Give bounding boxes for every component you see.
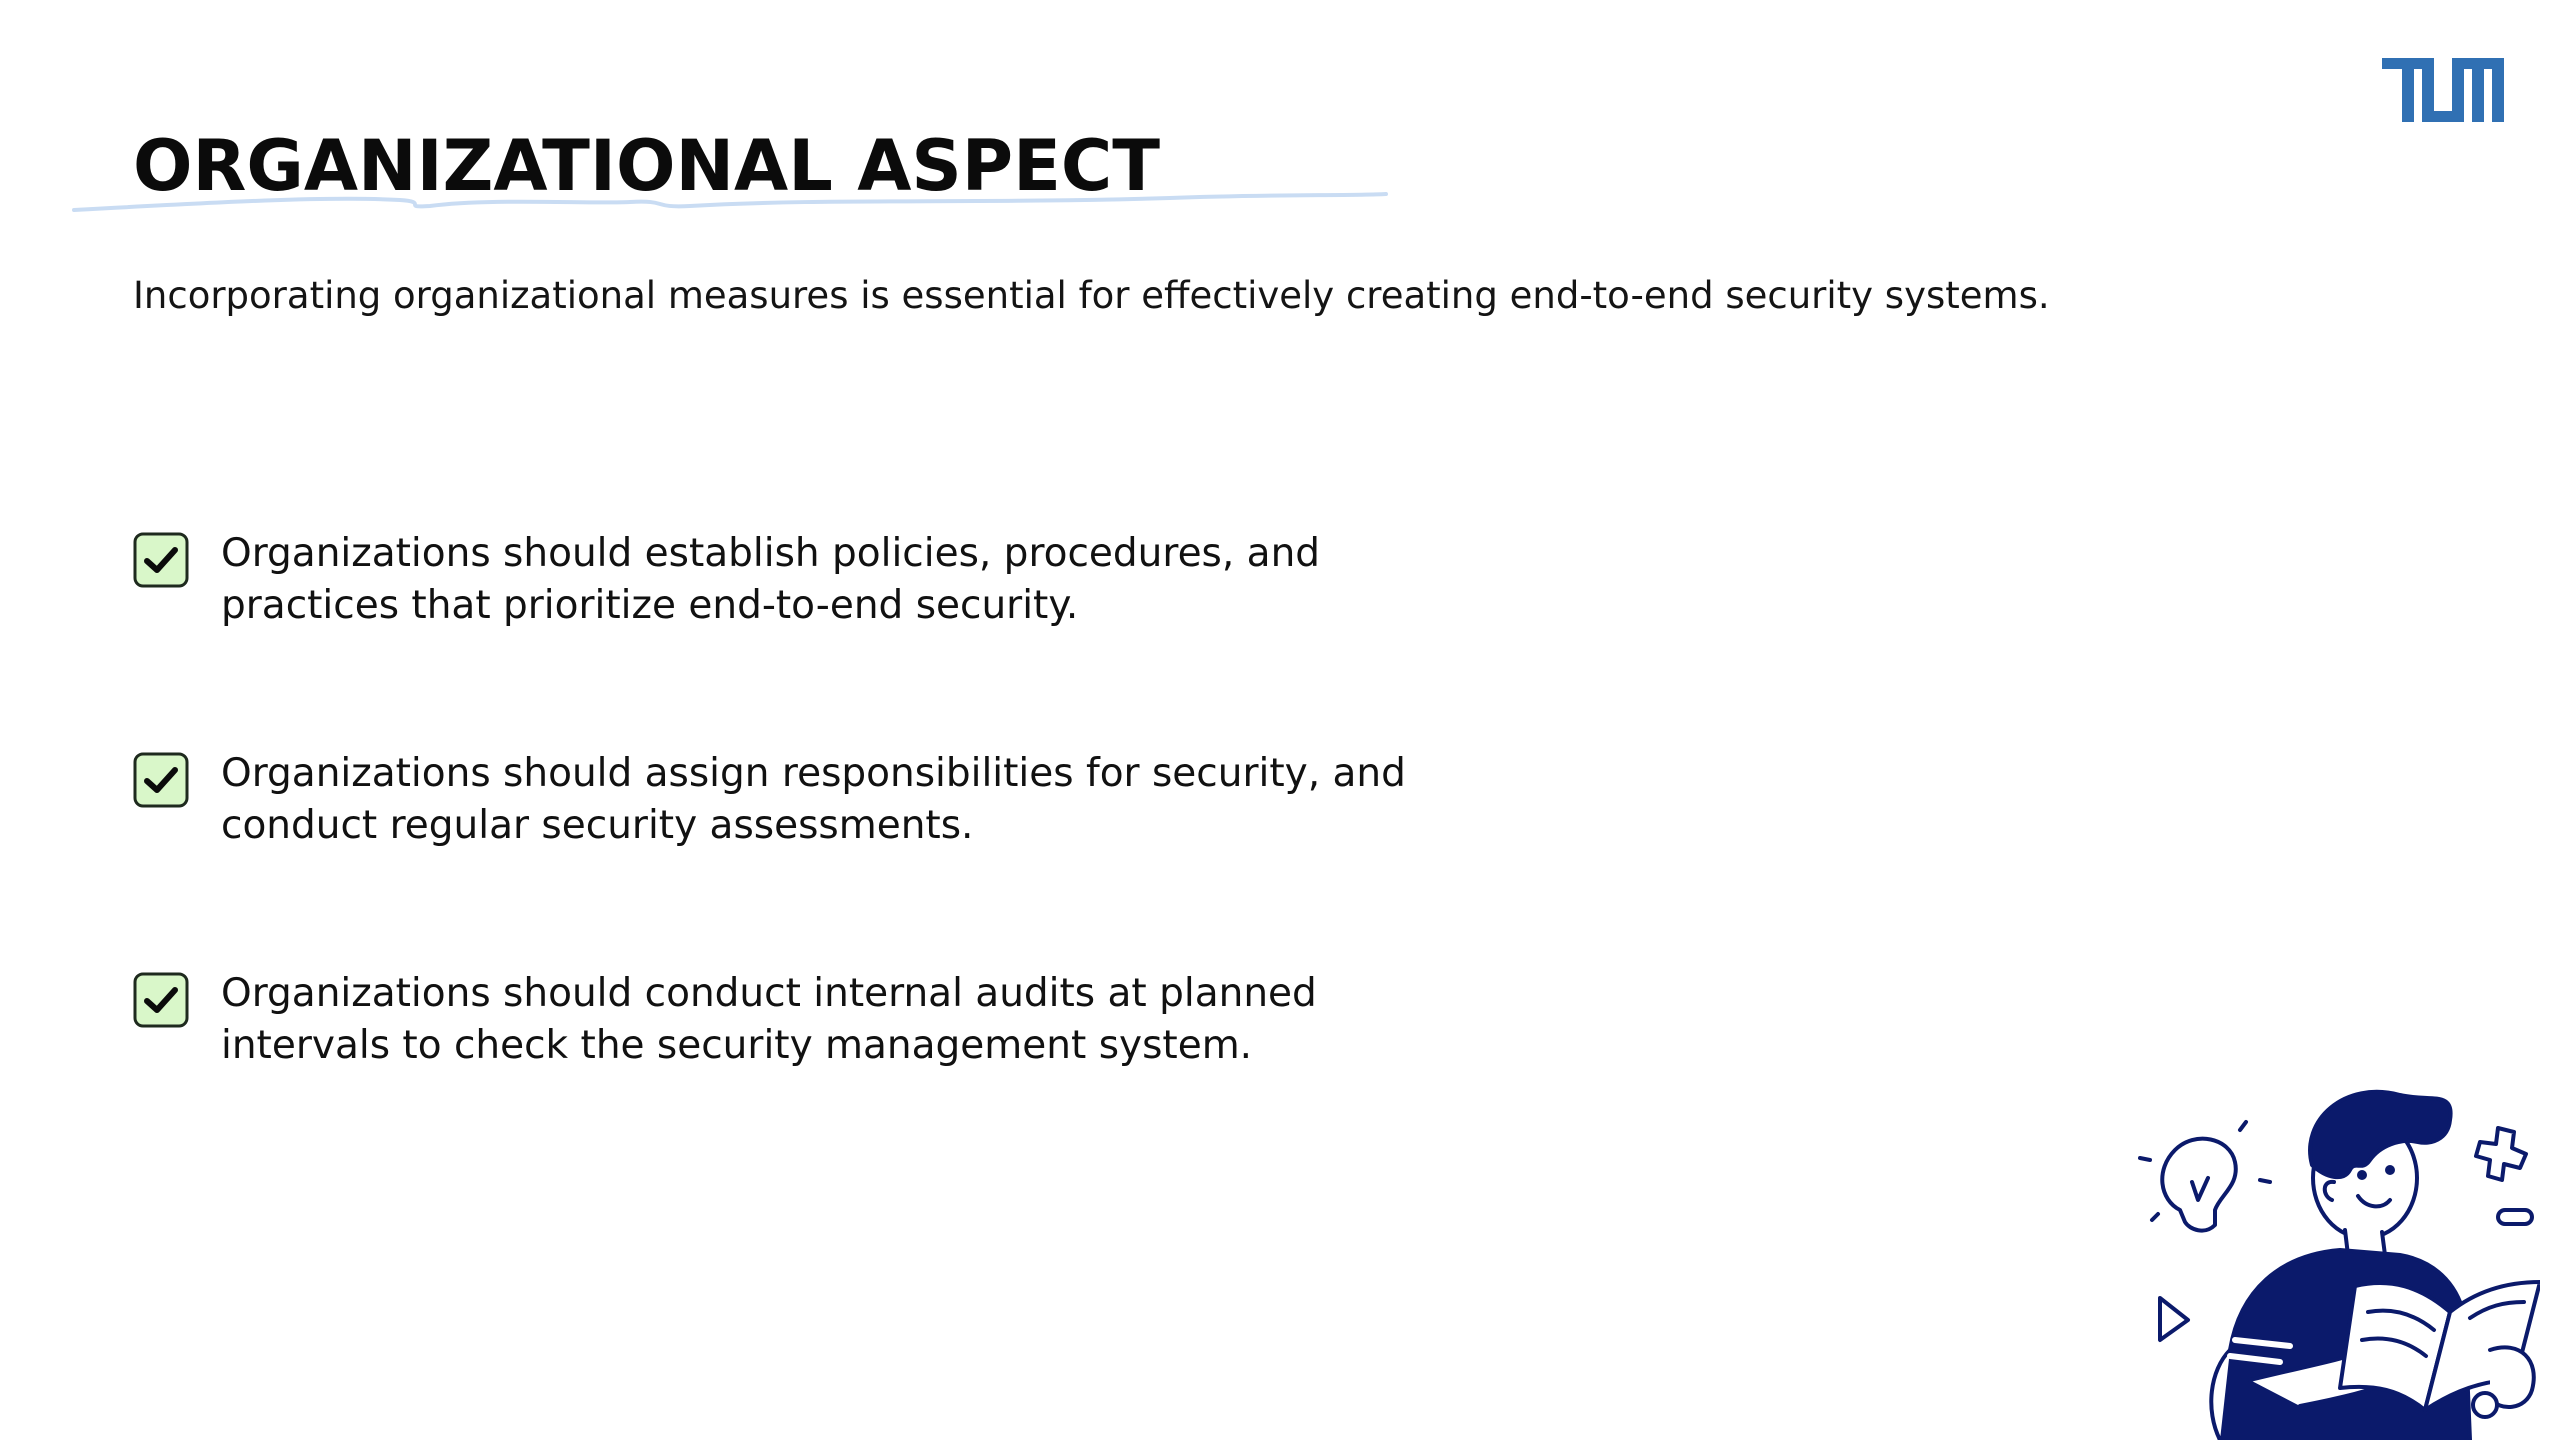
bullet-item bbox=[133, 528, 1433, 638]
bullet-text: Organizations should conduct internal audits at planned intervals to check the security management system. bbox=[221, 971, 1317, 1068]
student-reading-book-illustration bbox=[2100, 1050, 2540, 1440]
bullet-text: Organizations should assign responsibilities for security, and conduct regular security assessments. bbox=[221, 751, 1406, 848]
checkbox-checked-icon bbox=[133, 532, 189, 588]
bullet-item bbox=[133, 748, 1433, 858]
bullet-item bbox=[133, 968, 1433, 1078]
checkbox-checked-icon bbox=[133, 972, 189, 1028]
lightbulb-icon bbox=[2162, 1139, 2236, 1231]
checkbox-checked-icon bbox=[133, 752, 189, 808]
tum-logo bbox=[2382, 58, 2504, 122]
title-underline-decoration bbox=[70, 186, 1390, 216]
page-subtitle: Incorporating organizational measures is essential for effectively creating end-to-end security systems. bbox=[133, 274, 2050, 317]
sparkle-icon bbox=[2476, 1128, 2526, 1180]
bullet-text: Organizations should establish policies, procedures, and practices that prioritize end-to-end security. bbox=[221, 531, 1321, 628]
page-title: ORGANIZATIONAL ASPECT bbox=[133, 125, 1161, 207]
